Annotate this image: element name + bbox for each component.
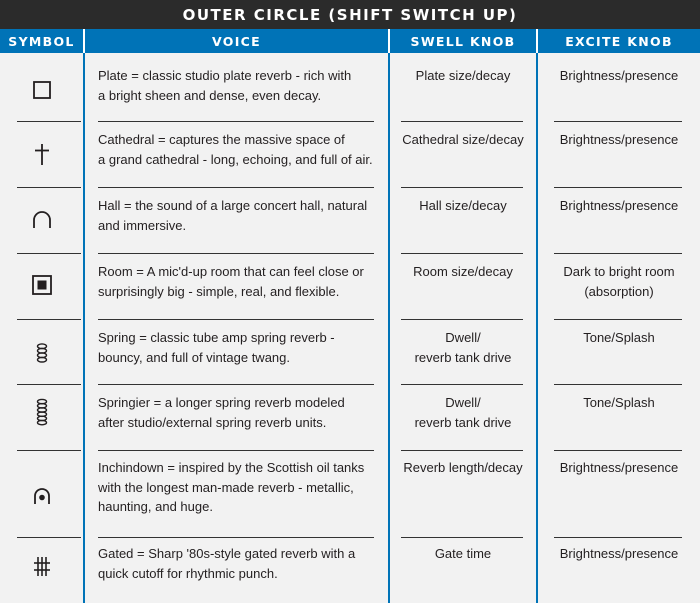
row-separator <box>401 187 523 188</box>
long-coil-icon <box>27 397 57 427</box>
voice-description <box>98 544 380 583</box>
swell-knob-function <box>390 458 536 478</box>
table-title: OUTER CIRCLE (SHIFT SWITCH UP) <box>0 0 700 29</box>
voice-description-line: and immersive. <box>98 217 187 233</box>
row-separator <box>401 319 523 320</box>
row-separator <box>554 187 682 188</box>
swell-knob-function-line: Reverb length/decay <box>403 460 523 475</box>
voice-description <box>98 262 380 301</box>
row-separator <box>98 450 374 451</box>
voice-description-line: quick cutoff for rhythmic punch. <box>98 565 278 581</box>
row-separator <box>98 537 374 538</box>
header-voice: VOICE <box>212 33 261 49</box>
header-symbol: SYMBOL <box>8 33 75 49</box>
excite-knob-function-line: Brightness/presence <box>559 198 679 213</box>
voice-description-line: bouncy, and full of vintage twang. <box>98 349 290 365</box>
voice-description-line: with the longest man-made reverb - metallic, <box>98 479 354 495</box>
voice-description-line: haunting, and huge. <box>98 499 213 514</box>
swell-knob-function-line: reverb tank drive <box>414 349 512 365</box>
excite-knob-function-line: Brightness/presence <box>559 132 679 147</box>
header-excite-knob: EXCITE KNOB <box>565 33 673 49</box>
voice-description <box>98 130 380 169</box>
swell-knob-function <box>390 328 536 367</box>
voice-description <box>98 196 380 235</box>
tank-icon <box>27 481 57 511</box>
voice-description-line: Springier = a longer spring reverb modeled <box>98 395 345 410</box>
excite-knob-function-line: Brightness/presence <box>559 460 679 475</box>
excite-knob-function-line: Tone/Splash <box>583 330 655 345</box>
filled-square-icon <box>27 270 57 300</box>
row-separator <box>401 253 523 254</box>
row-separator <box>17 384 81 385</box>
swell-knob-function <box>390 262 536 282</box>
swell-knob-function-line: Gate time <box>434 546 492 561</box>
header-swell-knob: SWELL KNOB <box>410 33 516 49</box>
gate-icon <box>27 551 57 581</box>
voice-description-line: surprisingly big - simple, real, and flexible. <box>98 283 340 299</box>
voice-description <box>98 66 380 105</box>
row-separator <box>554 384 682 385</box>
excite-knob-function-line: Brightness/presence <box>559 546 679 561</box>
swell-knob-function-line: Dwell/ <box>445 330 481 345</box>
symbol-cell <box>0 481 83 511</box>
voice-description-line: Plate = classic studio plate reverb - rich with <box>98 68 352 83</box>
voice-description-line: Room = A mic'd-up room that can feel close or <box>98 264 364 279</box>
excite-knob-function <box>538 393 700 413</box>
excite-knob-function-line: Dark to bright room <box>563 264 675 279</box>
swell-knob-function <box>390 130 536 150</box>
row-separator <box>401 450 523 451</box>
row-separator <box>98 384 374 385</box>
swell-knob-function-line: Dwell/ <box>445 395 481 410</box>
cross-icon <box>27 139 57 169</box>
voice-description-line: Cathedral = captures the massive space of <box>98 132 345 147</box>
row-separator <box>554 121 682 122</box>
row-separator <box>17 450 81 451</box>
excite-knob-function <box>538 66 700 86</box>
symbol-cell <box>0 551 83 581</box>
row-separator <box>17 319 81 320</box>
voice-description-line: Spring = classic tube amp spring reverb - <box>98 330 335 345</box>
row-separator <box>17 121 81 122</box>
symbol-cell <box>0 204 83 234</box>
row-separator <box>17 187 81 188</box>
excite-knob-function-line: Brightness/presence <box>559 68 679 83</box>
voice-description-line: after studio/external spring reverb units. <box>98 414 327 430</box>
excite-knob-function-line: Tone/Splash <box>583 395 655 410</box>
swell-knob-function-line: Cathedral size/decay <box>402 132 524 147</box>
swell-knob-function <box>390 544 536 564</box>
symbol-cell <box>0 270 83 300</box>
excite-knob-function <box>538 328 700 348</box>
row-separator <box>554 537 682 538</box>
swell-knob-function-line: reverb tank drive <box>414 414 512 430</box>
square-outline-icon <box>27 75 57 105</box>
short-coil-icon <box>27 337 57 367</box>
row-separator <box>401 537 523 538</box>
row-separator <box>554 253 682 254</box>
swell-knob-function <box>390 393 536 432</box>
voice-description-line: Gated = Sharp '80s-style gated reverb with a <box>98 546 356 561</box>
row-separator <box>554 450 682 451</box>
swell-knob-function-line: Hall size/decay <box>419 198 507 213</box>
row-separator <box>401 384 523 385</box>
excite-knob-function-line: (absorption) <box>584 283 654 299</box>
swell-knob-function-line: Plate size/decay <box>415 68 511 83</box>
voice-description-line: Hall = the sound of a large concert hall, natural <box>98 198 368 213</box>
symbol-cell <box>0 75 83 105</box>
row-separator <box>98 319 374 320</box>
row-separator <box>98 253 374 254</box>
voice-description-line: Inchindown = inspired by the Scottish oil tanks <box>98 460 365 475</box>
voice-description-line: a grand cathedral - long, echoing, and full of air. <box>98 151 373 167</box>
voice-description <box>98 393 380 432</box>
excite-knob-function <box>538 130 700 150</box>
symbol-cell <box>0 397 83 427</box>
row-separator <box>17 537 81 538</box>
symbol-cell <box>0 139 83 169</box>
voice-description <box>98 328 380 367</box>
symbol-cell <box>0 337 83 367</box>
row-separator <box>401 121 523 122</box>
swell-knob-function <box>390 196 536 216</box>
row-separator <box>98 187 374 188</box>
excite-knob-function <box>538 458 700 478</box>
voice-description <box>98 458 380 517</box>
row-separator <box>98 121 374 122</box>
row-separator <box>17 253 81 254</box>
excite-knob-function <box>538 196 700 216</box>
excite-knob-function <box>538 544 700 564</box>
column-divider <box>83 53 85 603</box>
arch-icon <box>27 204 57 234</box>
row-separator <box>554 319 682 320</box>
swell-knob-function <box>390 66 536 86</box>
voice-description-line: a bright sheen and dense, even decay. <box>98 87 322 103</box>
excite-knob-function <box>538 262 700 301</box>
table-header <box>0 29 700 53</box>
swell-knob-function-line: Room size/decay <box>413 264 513 279</box>
